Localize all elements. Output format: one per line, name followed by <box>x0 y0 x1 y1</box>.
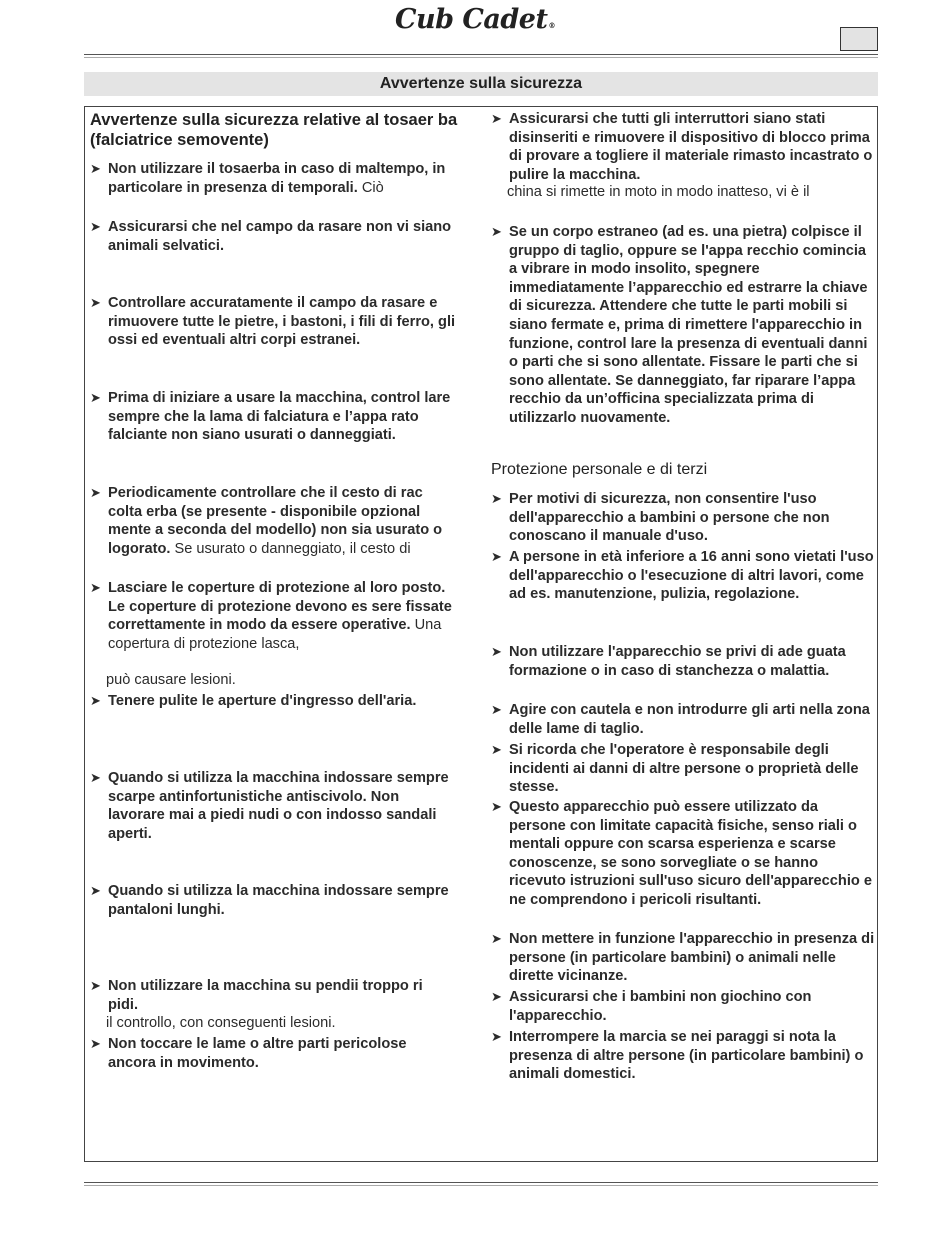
arrow-bullet-icon: ➤ <box>90 390 101 405</box>
arrow-bullet-icon: ➤ <box>90 978 101 993</box>
list-item: ➤ Assicurarsi che tutti gli interruttori siano stati disinseriti e rimuovere il dispositivo di blocco prima di provare a togliere il materiale rimasto incastrato o pulire la macchina. <box>491 111 873 183</box>
page-number-box <box>840 27 878 51</box>
section-title: Avvertenze sulla sicurezza <box>84 72 878 96</box>
subsection-title: Protezione personale e di terzi <box>491 461 708 478</box>
left-title: Avvertenze sulla sicurezza relative al tosaer ba (falciatrice semovente) <box>90 111 458 149</box>
list-item: ➤ Si ricorda che l'operatore è responsabile degli incidenti ai danni di altre persone o proprietà delle stesse. <box>491 742 859 796</box>
arrow-bullet-icon: ➤ <box>90 580 101 595</box>
list-item: ➤ Controllare accuratamente il campo da rasare e rimuovere tutte le pietre, i bastoni, i fili di ferro, gli ossi ed eventuali altri corpi estranei. <box>90 295 456 349</box>
brand-logo <box>0 4 950 35</box>
list-item: ➤ Non utilizzare il tosaerba in caso di maltempo, in particolare in presenza di temporali. Ciò <box>90 161 446 196</box>
arrow-bullet-icon: ➤ <box>90 1036 101 1051</box>
header-rule-thin <box>84 57 878 58</box>
arrow-bullet-icon: ➤ <box>491 989 502 1004</box>
arrow-bullet-icon: ➤ <box>491 224 502 239</box>
list-item: ➤ Non toccare le lame o altre parti pericolose ancora in movimento. <box>90 1036 407 1071</box>
list-item: ➤ Interrompere la marcia se nei paraggi si nota la presenza di altre persone (in particolare bambini) o animali domestici. <box>491 1029 864 1083</box>
arrow-bullet-icon: ➤ <box>90 161 101 176</box>
arrow-bullet-icon: ➤ <box>491 644 502 659</box>
note-text: china si rimette in moto in modo inatteso, vi è il <box>507 184 810 200</box>
arrow-bullet-icon: ➤ <box>491 799 502 814</box>
list-item: ➤ Non utilizzare la macchina su pendii troppo ri pidi. <box>90 978 423 1013</box>
list-item: ➤ Assicurarsi che i bambini non giochino con l'apparecchio. <box>491 989 812 1024</box>
brand-name: Cub Cadet <box>395 4 548 35</box>
footer-rule-thin <box>84 1185 878 1186</box>
header-rule <box>84 54 878 55</box>
list-item: ➤ Agire con cautela e non introdurre gli arti nella zona delle lame di taglio. <box>491 702 870 737</box>
list-item: ➤ Questo apparecchio può essere utilizzato da persone con limitate capacità fisiche, senso riali o mentali oppure con scarsa esperienza e scarse conoscenze, se sono sorvegliate o se hanno ricevuto istruzioni sull'uso sicuro dell'apparecchio e ne comprendono i pericoli risultanti. <box>491 799 872 908</box>
arrow-bullet-icon: ➤ <box>90 219 101 234</box>
list-item: ➤ Assicurarsi che nel campo da rasare non vi siano animali selvatici. <box>90 219 452 254</box>
list-item: ➤ Quando si utilizza la macchina indossare sempre pantaloni lunghi. <box>90 883 449 918</box>
arrow-bullet-icon: ➤ <box>90 295 101 310</box>
arrow-bullet-icon: ➤ <box>491 111 502 126</box>
list-item: ➤ A persone in età inferiore a 16 anni sono vietati l'uso dell'apparecchio o l'esecuzione di altri lavori, come ad es. manutenzione, pulizia, regolazione. <box>491 549 874 603</box>
list-item: ➤ Prima di iniziare a usare la macchina, control lare sempre che la lama di falciatura e l’appa rato falciante non siano usurati o danneggiati. <box>90 390 451 444</box>
list-item: ➤ Quando si utilizza la macchina indossare sempre scarpe antinfortunistiche antiscivolo. Non lavorare mai a piedi nudi o con indosso sandali aperti. <box>90 770 449 842</box>
list-item: ➤ Lasciare le coperture di protezione al loro posto. Le coperture di protezione devono es sere fissate correttamente in modo da essere operative. Una copertura di protezione lasca, <box>90 580 452 652</box>
arrow-bullet-icon: ➤ <box>491 931 502 946</box>
arrow-bullet-icon: ➤ <box>491 549 502 564</box>
list-item: ➤ Se un corpo estraneo (ad es. una pietra) colpisce il gruppo di taglio, oppure se l'appa recchio comincia a vibrare in modo insolito, spegnere immediatamente l’apparecchio ed estrarre la chiave di sicurezza. Attendere che tutte le parti mobili si siano fermate e, prima di rimettere l'apparecchio in funzione, control lare la presenza di eventuali danni o parti che si sono allentate. Fissare le parti che si sono allentate. Se danneggiato, far riparare l’appa recchio da un’officina specializzata prima di utilizzarlo nuovamente. <box>491 224 868 426</box>
arrow-bullet-icon: ➤ <box>90 770 101 785</box>
arrow-bullet-icon: ➤ <box>491 742 502 757</box>
list-item: ➤ Non mettere in funzione l'apparecchio in presenza di persone (in particolare bambini) o animali nelle dirette vicinanze. <box>491 931 875 985</box>
arrow-bullet-icon: ➤ <box>90 693 101 708</box>
arrow-bullet-icon: ➤ <box>491 491 502 506</box>
arrow-bullet-icon: ➤ <box>491 1029 502 1044</box>
note-text: il controllo, con conseguenti lesioni. <box>106 1015 336 1031</box>
arrow-bullet-icon: ➤ <box>90 883 101 898</box>
arrow-bullet-icon: ➤ <box>90 485 101 500</box>
list-item: ➤ Per motivi di sicurezza, non consentire l'uso dell'apparecchio a bambini o persone che non conoscano il manuale d'uso. <box>491 491 830 545</box>
list-item: ➤ Non utilizzare l'apparecchio se privi di ade guata formazione o in caso di stanchezza o malattia. <box>491 644 846 679</box>
brand-mark: ® <box>548 21 555 30</box>
list-item: ➤ Tenere pulite le aperture d'ingresso dell'aria. <box>90 693 417 709</box>
list-item: ➤ Periodicamente controllare che il cesto di rac colta erba (se presente - disponibile opzional mente a seconda del modello) non sia usurato o logorato. Se usurato o danneggiato, il cesto di <box>90 485 443 557</box>
footer-rule <box>84 1182 878 1183</box>
note-text: può causare lesioni. <box>106 672 236 688</box>
arrow-bullet-icon: ➤ <box>491 702 502 717</box>
